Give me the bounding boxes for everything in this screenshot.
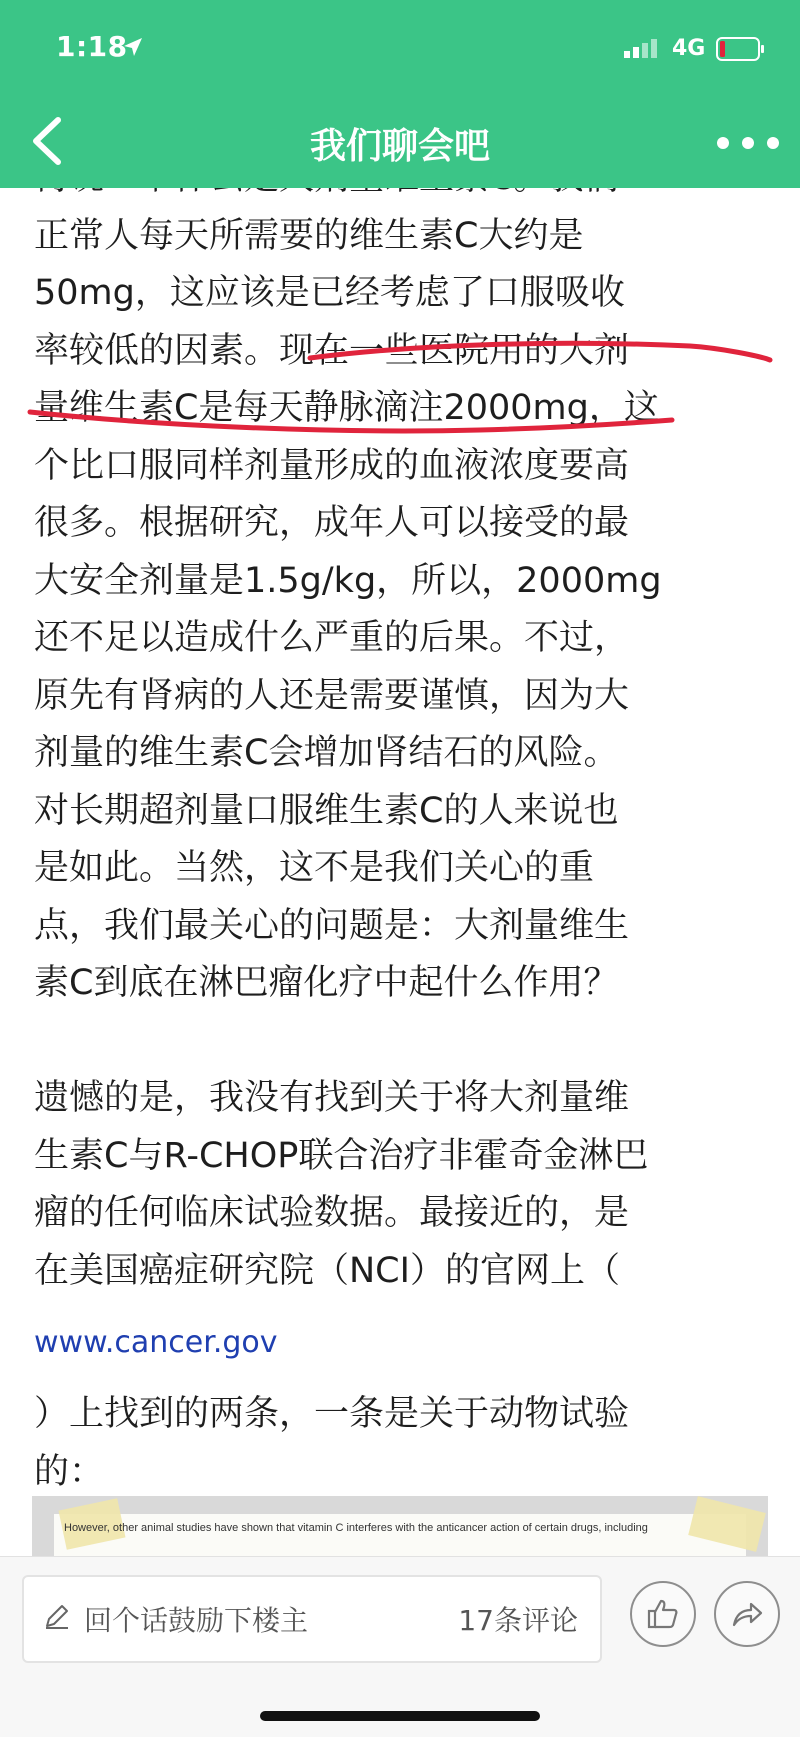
comment-placeholder: 回个话鼓励下楼主 — [84, 1604, 309, 1637]
text-line: 率较低的因素。现在一些医院用的大剂 — [34, 330, 630, 371]
more-options-button[interactable] — [710, 120, 786, 166]
article-paragraph-2 — [34, 1070, 774, 1300]
text-line: 剂量的维生素C会增加肾结石的风险。 — [34, 733, 619, 773]
text-line: 的： — [34, 1451, 105, 1492]
text-line: 还不足以造成什么严重的后果。不过， — [34, 618, 630, 658]
home-indicator — [260, 1711, 540, 1721]
text-line: 50mg，这应该是已经考虑了口服吸收 — [34, 273, 625, 313]
text-line: ）上找到的两条，一条是关于动物试验 — [34, 1394, 630, 1434]
article-body — [34, 150, 774, 1501]
signal-bars-icon — [624, 38, 664, 58]
text-line: 原先有肾病的人还是需要谨慎，因为大 — [34, 675, 630, 716]
text-line: 是如此。当然，这不是我们关心的重 — [34, 848, 595, 888]
text-line: 很多。根据研究，成年人可以接受的最 — [34, 503, 630, 543]
pencil-icon — [42, 1601, 72, 1631]
network-type-label: 4G — [672, 36, 706, 61]
app-header — [0, 0, 800, 188]
bottom-action-bar — [0, 1556, 800, 1737]
text-line: 正常人每天所需要的维生素C大约是 — [34, 215, 584, 256]
text-line: 量维生素C是每天静脉滴注2000mg，这 — [34, 388, 659, 428]
paragraph-spacer — [34, 1013, 774, 1071]
text-line: 瘤的任何临床试验数据。最接近的，是 — [34, 1193, 630, 1233]
text-line: 点，我们最关心的问题是：大剂量维生 — [34, 905, 630, 946]
share-button[interactable] — [714, 1581, 780, 1647]
article-paragraph-3 — [34, 1386, 774, 1501]
text-line: 大安全剂量是1.5g/kg，所以，2000mg — [34, 560, 662, 601]
text-line: 素C到底在淋巴瘤化疗中起什么作用？ — [34, 963, 619, 1003]
text-line: 生素C与R-CHOP联合治疗非霍奇金淋巴 — [34, 1135, 649, 1176]
comment-count-link[interactable]: 17条评论 — [458, 1604, 578, 1637]
share-arrow-icon — [730, 1597, 764, 1631]
location-arrow-icon — [122, 36, 144, 58]
text-line: 遗憾的是，我没有找到关于将大剂量维 — [34, 1078, 630, 1118]
more-dots-icon — [717, 137, 729, 149]
status-time: 1:18 — [56, 30, 128, 63]
text-line: 对长期超剂量口服维生素C的人来说也 — [34, 790, 619, 831]
like-button[interactable] — [630, 1581, 696, 1647]
text-line: 在美国癌症研究院（NCI）的官网上（ — [34, 1250, 620, 1291]
article-paragraph-1 — [34, 150, 774, 1013]
battery-icon — [716, 37, 766, 61]
thumbs-up-icon — [646, 1597, 680, 1631]
comment-input[interactable] — [22, 1575, 602, 1663]
cancer-gov-link[interactable]: www.cancer.gov — [34, 1325, 278, 1360]
page-title: 我们聊会吧 — [309, 126, 490, 167]
embedded-article-image[interactable] — [32, 1496, 768, 1556]
embedded-image-text: However, other animal studies have shown that vitamin C interferes with the anticancer action of certain drugs, including — [64, 1522, 648, 1534]
text-line: 个比口服同样剂量形成的血液浓度要高 — [34, 445, 630, 486]
